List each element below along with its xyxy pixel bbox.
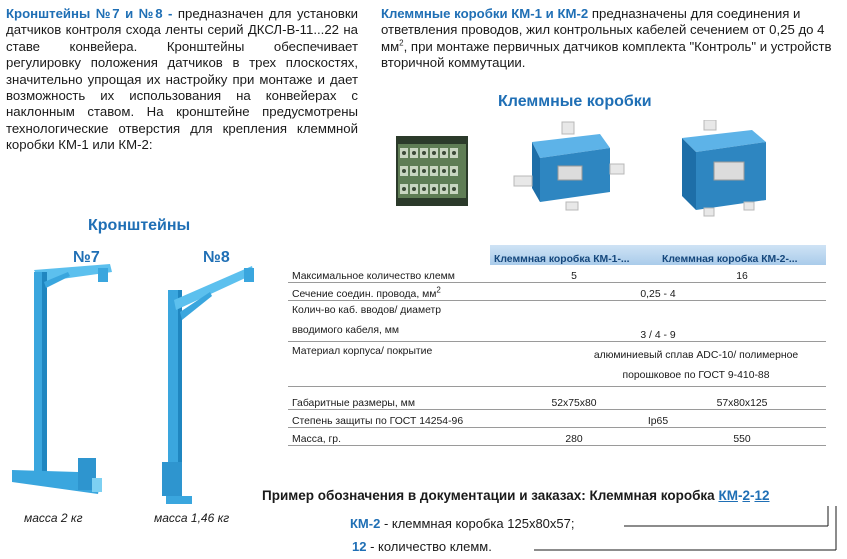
row-label bbox=[288, 283, 490, 301]
row-value-shared: 3 / 4 - 9 bbox=[490, 301, 826, 342]
row-value-km1: 280 bbox=[490, 428, 658, 446]
boxes-sup: 2 bbox=[399, 38, 404, 48]
km2-box-photo bbox=[674, 120, 774, 218]
legend-type-code: КМ-2 bbox=[350, 516, 381, 531]
code-part-km: КМ bbox=[718, 488, 738, 503]
table-row bbox=[288, 428, 826, 446]
bracket-7-mass: масса 2 кг bbox=[24, 511, 83, 525]
spec-table bbox=[288, 245, 826, 446]
legend-count-code: 12 bbox=[352, 539, 367, 554]
row-value-km2: 16 bbox=[658, 265, 826, 283]
boxes-text-2: , при монтаже первичных датчиков комплекта "Контроль" и устройств вторичной коммутации. bbox=[381, 38, 832, 71]
title-dash: - bbox=[162, 6, 178, 21]
material-line1: алюминиевый сплав ADC-10/ полимерное bbox=[593, 350, 799, 361]
row-label-sup: 2 bbox=[436, 285, 441, 295]
row-label: Материал корпуса/ покрытие bbox=[288, 342, 490, 387]
code-sep-2: - bbox=[749, 488, 755, 503]
table-row bbox=[288, 301, 826, 342]
table-row bbox=[288, 265, 826, 283]
table-row bbox=[288, 387, 826, 410]
row-label: Максимальное количество клемм bbox=[288, 265, 490, 283]
row-value-km2: 550 bbox=[658, 428, 826, 446]
legend-count bbox=[352, 539, 492, 554]
bracket-7-label: №7 bbox=[73, 249, 100, 266]
row-value-km1: 52x75x80 bbox=[490, 387, 658, 410]
code-part-type: 2 bbox=[742, 488, 750, 503]
boxes-description bbox=[381, 6, 841, 72]
row-label: Степень защиты по ГОСТ 14254-96 bbox=[288, 410, 490, 428]
brackets-title: Кронштейны №7 и №8 bbox=[6, 6, 163, 21]
header-km2: Клеммная коробка КМ-2-... bbox=[658, 245, 826, 265]
legend-connectors bbox=[530, 504, 840, 556]
bracket-8-image bbox=[162, 262, 262, 510]
row-label bbox=[288, 301, 490, 342]
row-label: Габаритные размеры, мм bbox=[288, 387, 490, 410]
row-value-shared: Ip65 bbox=[490, 410, 826, 428]
bracket-8-label: №8 bbox=[203, 249, 230, 266]
boxes-text-1: предназначены для соединения и ответвления проводов, жил контрольных кабелей сечением от 0,25 до 4 мм bbox=[381, 6, 825, 54]
brackets-heading: Кронштейны bbox=[88, 217, 191, 234]
bracket-8-mass: масса 1,46 кг bbox=[154, 511, 230, 525]
brackets-description bbox=[6, 6, 358, 154]
boxes-title: Клеммные коробки КМ-1 и КМ-2 bbox=[381, 6, 589, 21]
terminal-block-photo bbox=[396, 136, 468, 206]
row-label-line1: Колич-во каб. вводов/ диаметр bbox=[292, 305, 442, 316]
table-row bbox=[288, 410, 826, 428]
boxes-heading: Клеммные коробки bbox=[498, 93, 652, 110]
legend-count-text: - количество клемм. bbox=[366, 539, 492, 554]
code-part-count: 12 bbox=[754, 488, 770, 503]
row-value-km2: 57x80x125 bbox=[658, 387, 826, 410]
header-empty bbox=[288, 245, 490, 265]
row-label: Масса, гр. bbox=[288, 428, 490, 446]
legend-type-text: - клеммная коробка 125x80x57; bbox=[380, 516, 575, 531]
table-row bbox=[288, 283, 826, 301]
table-header-row bbox=[288, 245, 826, 265]
row-value-km1: 5 bbox=[490, 265, 658, 283]
row-value-shared bbox=[490, 342, 826, 387]
row-label-text: Сечение соедин. провода, мм bbox=[292, 289, 437, 300]
code-sep-1: - bbox=[737, 488, 743, 503]
designation-example bbox=[262, 488, 770, 503]
bracket-7-image bbox=[8, 262, 118, 510]
header-km1: Клеммная коробка КМ-1-... bbox=[490, 245, 658, 265]
material-line2: порошковое по ГОСТ 9-410-88 bbox=[622, 370, 770, 381]
brackets-text: предназначен для установки датчиков контроля схода ленты серий ДКСЛ-В-11...22 на ставе конвейера. Кронштейны обеспечивает регулировку положения датчиков в трех плоскостях, значительно упрощая их настройку при монтаже и дает возможность их использования на конвейерах с наклонным ставом. На кронштейне предусмотрены технологические отверстия для крепления клеммной коробки КМ-1 или КМ-2: bbox=[6, 6, 358, 153]
row-value-shared: 0,25 - 4 bbox=[490, 283, 826, 301]
km1-box-photo bbox=[510, 120, 628, 212]
row-label-line2: вводимого кабеля, мм bbox=[292, 325, 400, 336]
table-row bbox=[288, 342, 826, 387]
example-text: Пример обозначения в документации и заказах: Клеммная коробка bbox=[262, 488, 719, 503]
